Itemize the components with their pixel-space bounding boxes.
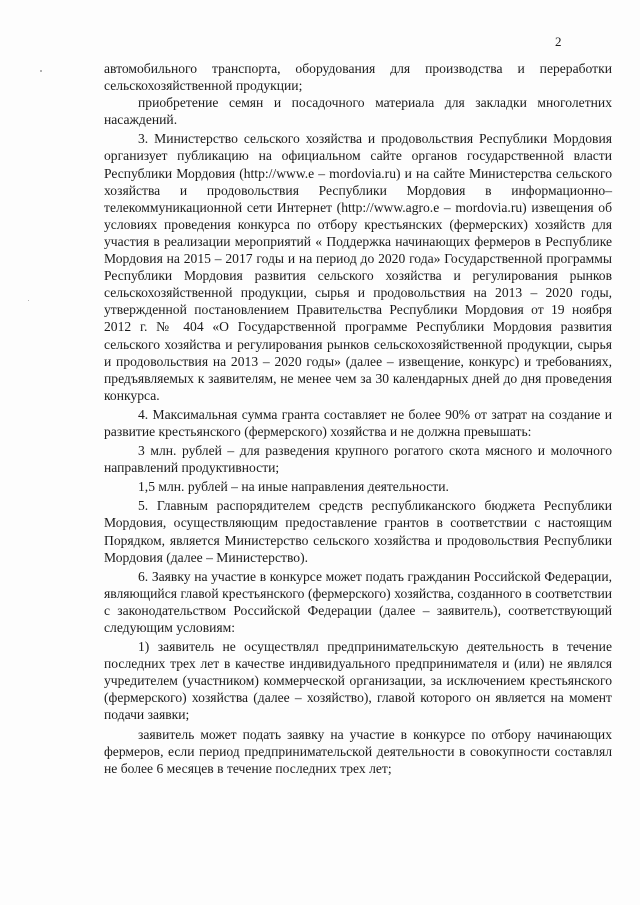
paragraph-6-condition-1-note: заявитель может подать заявку на участие в конкурсе по отбору начинающих фермеров, если период предпринимательской деятельности в совокупности составлял не более 6 месяцев в течение последних трех лет;	[104, 726, 612, 776]
scan-speck	[40, 70, 42, 72]
paragraph-3: 3. Министерство сельского хозяйства и продовольствия Республики Мордовия организует публикацию на официальном сайте органов государственной власти Республики Мордовия (http://www.e – mordovia.ru) и на сайте Министерства сельского хозяйства и продовольствия Республики Мордовия в информационно–телекоммуникационной сети Интернет (http://www.agro.e – mordovia.ru) извещения об условиях проведения конкурса по отбору крестьянских (фермерских) хозяйств для участия в реализации мероприятий « Поддержка начинающих фермеров в Республике Мордовия на 2015 – 2017 годы и на период до 2020 года» Государственной программы Республики Мордовия развития сельского хозяйства и регулирования рынков сельскохозяйственной продукции, сырья и продовольствия на 2013 – 2020 годы, утвержденной постановлением Правительства Республики Мордовия от 19 ноября 2012 г. № 404 «О Государственной программе Республики Мордовия развития сельского хозяйства и регулирования рынков сельскохозяйственной продукции, сырья и продовольствия на 2013 – 2020 годы» (далее – извещение, конкурс) и требованиях, предъявляемых к заявителям, не менее чем за 30 календарных дней до дня проведения конкурса.	[104, 131, 612, 403]
paragraph-4: 4. Максимальная сумма гранта составляет не более 90% от затрат на создание и развитие крестьянского (фермерского) хозяйства и не должна превышать:	[104, 406, 612, 439]
paragraph-4-other: 1,5 млн. рублей – на иные направления деятельности.	[138, 479, 449, 495]
document-body	[104, 60, 612, 777]
paragraph-continuation: автомобильного транспорта, оборудования для производства и переработки сельскохозяйственной продукции;	[104, 61, 612, 94]
paragraph-seeds: приобретение семян и посадочного материала для закладки многолетних насаждений.	[104, 95, 612, 128]
paragraph-6: 6. Заявку на участие в конкурсе может подать гражданин Российской Федерации, являющийся главой крестьянского (фермерского) хозяйства, созданного в соответствии с законодательством Российской Федерации (далее – заявитель), соответствующий следующим условиям:	[104, 568, 612, 635]
scan-speck	[28, 300, 29, 301]
paragraph-4-cattle: 3 млн. рублей – для разведения крупного рогатого скота мясного и молочного направлений продуктивности;	[104, 443, 612, 476]
paragraph-6-condition-1: 1) заявитель не осуществлял предпринимательскую деятельность в течение последних трех лет в качестве индивидуального предпринимателя и (или) не являлся учредителем (участником) коммерческой организации, за исключением крестьянского (фермерского) хозяйства (далее – хозяйство), главой которого он является на момент подачи заявки;	[104, 639, 612, 723]
paragraph-5: 5. Главным распорядителем средств республиканского бюджета Республики Мордовия, осуществляющим предоставление грантов в соответствии с настоящим Порядком, является Министерство сельского хозяйства и продовольствия Республики Мордовия (далее – Министерство).	[104, 498, 612, 565]
page-number: 2	[555, 34, 562, 49]
